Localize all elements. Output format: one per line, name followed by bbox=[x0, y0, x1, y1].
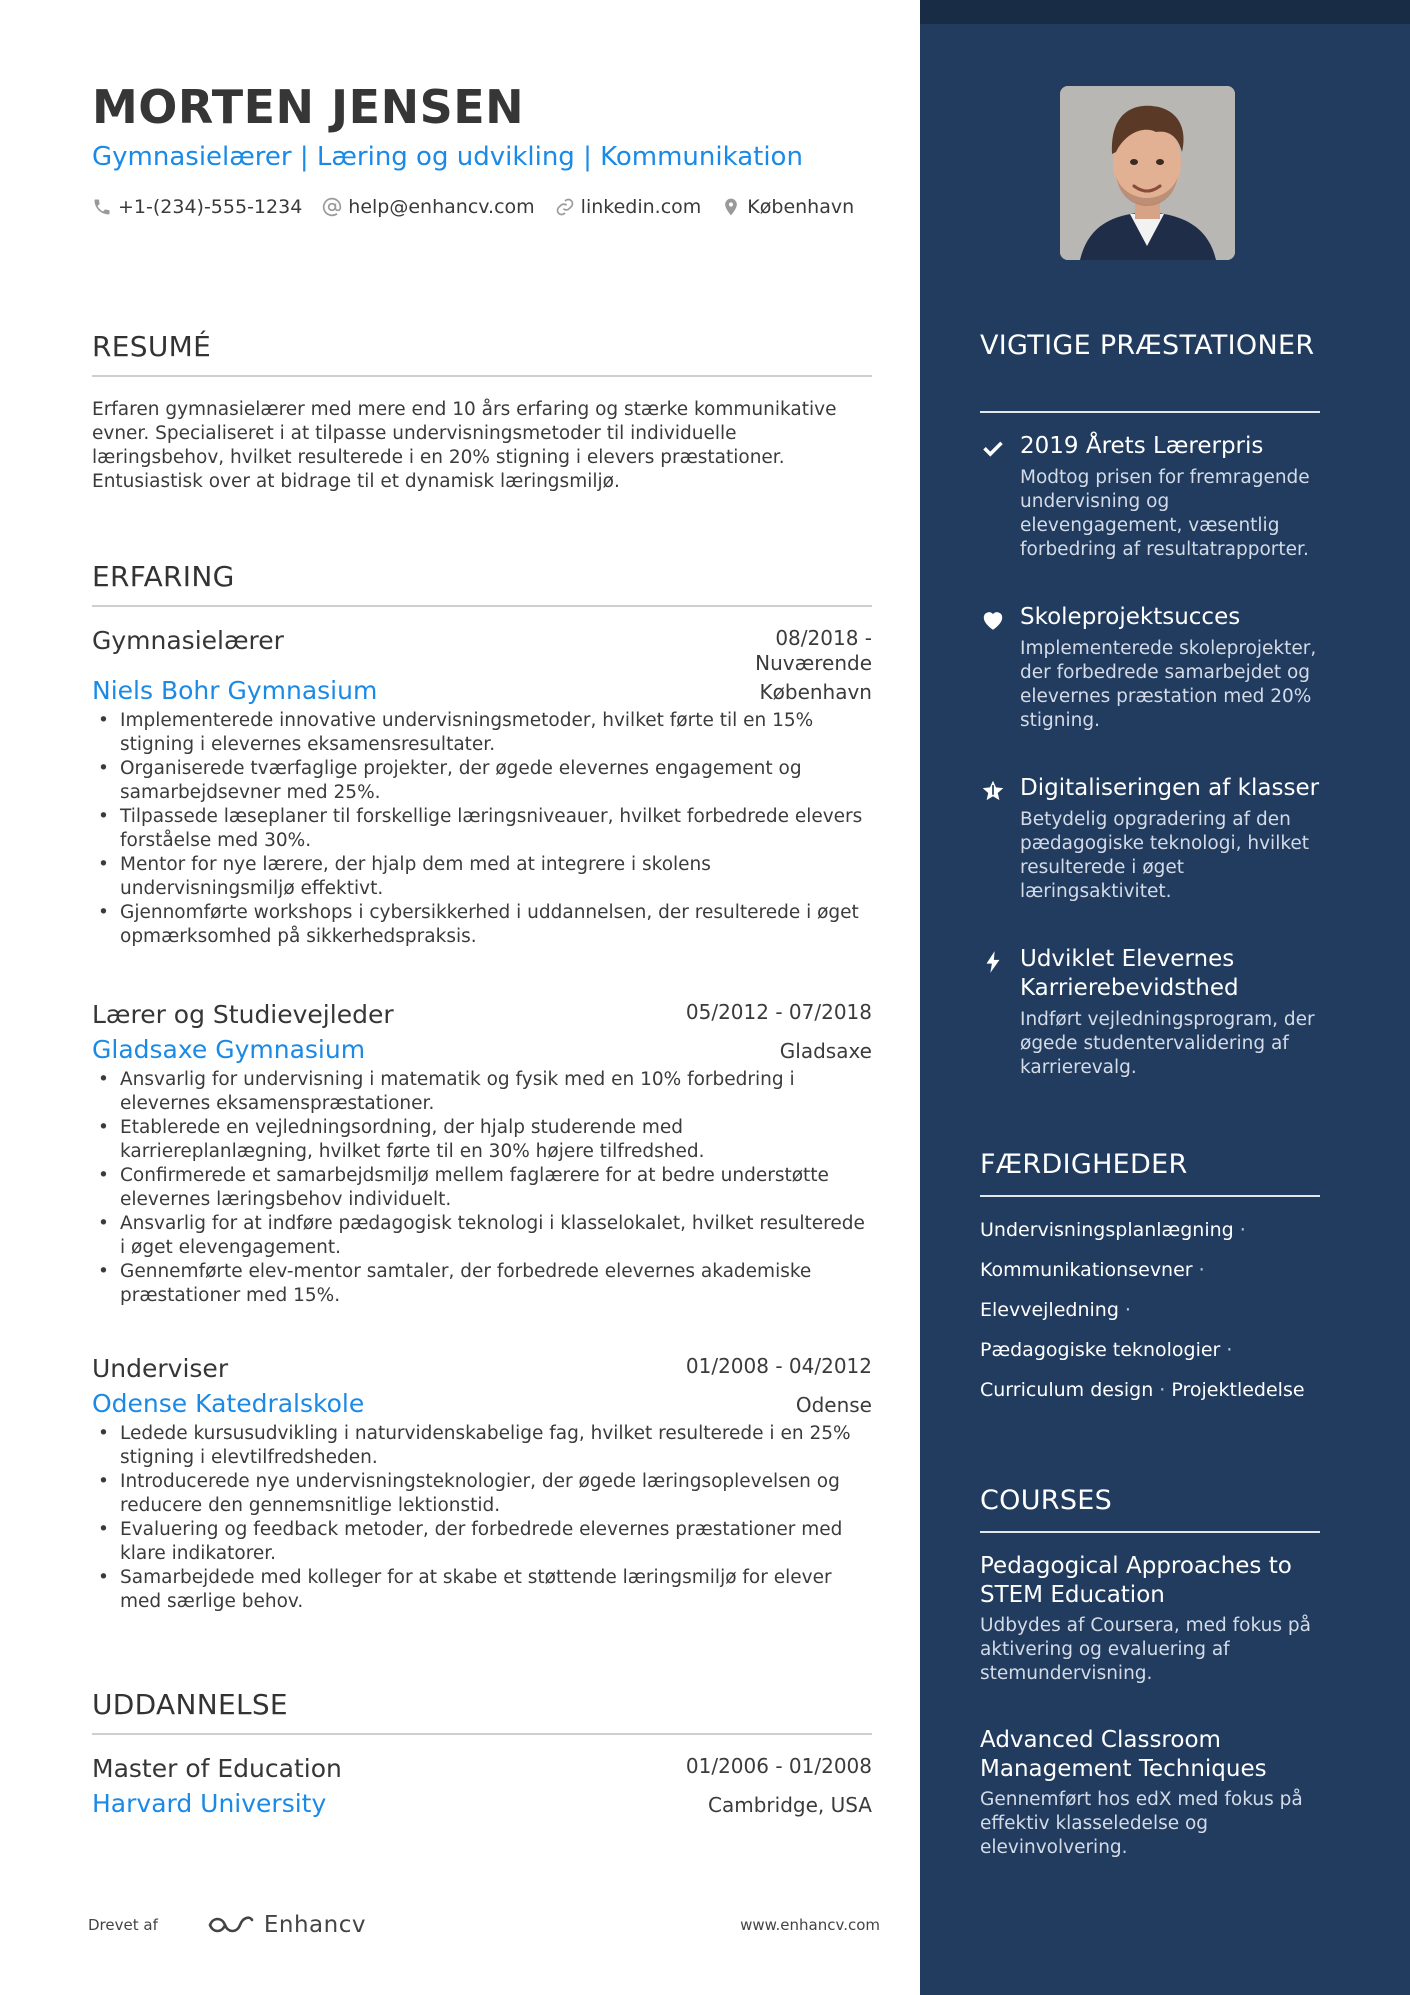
job-location: Odense bbox=[795, 1393, 872, 1417]
summary-divider bbox=[92, 375, 872, 377]
job-bullets bbox=[92, 1422, 872, 1614]
enhancv-logo-icon bbox=[206, 1912, 254, 1938]
bullet-item: • Mentor for nye lærere, der hjalp dem med at integrere i skolens undervisningsmiljø effektivt. bbox=[92, 853, 872, 901]
bullet-item: • Samarbejdede med kolleger for at skabe et støttende læringsmiljø for elever med særlige behov. bbox=[92, 1566, 872, 1614]
phone-icon bbox=[92, 197, 112, 217]
course-item bbox=[980, 1726, 1330, 1860]
bullet-item: • Gjennomførte workshops i cybersikkerhed i uddannelsen, der resulterede i øget opmærksomhed på sikkerhedspraksis. bbox=[92, 901, 872, 949]
bullet-item: • Organiserede tværfaglige projekter, der øgede elevernes engagement og samarbejdsevner med 25%. bbox=[92, 757, 872, 805]
profile-photo bbox=[1060, 86, 1235, 260]
bullet-item: • Gennemførte elev-mentor samtaler, der forbedrede elevernes akademiske præstationer med 15%. bbox=[92, 1260, 872, 1308]
education-location: Cambridge, USA bbox=[708, 1793, 872, 1817]
job-location: Gladsaxe bbox=[779, 1039, 872, 1063]
job-bullets bbox=[92, 709, 872, 949]
job-entry bbox=[92, 1000, 872, 1308]
bullet-item: • Tilpassede læseplaner til forskellige læringsniveauer, hvilket forbedrede elevers forståelse med 30%. bbox=[92, 805, 872, 853]
bullet-item: • Etablerede en vejledningsordning, der hjalp studerende med karriereplanlægning, hvilket førte til en 30% højere tilfredshed. bbox=[92, 1116, 872, 1164]
course-title: Advanced Classroom Management Techniques bbox=[980, 1727, 1267, 1782]
location-text: København bbox=[747, 196, 855, 218]
course-desc: Udbydes af Coursera, med fokus på aktivering og evaluering af stemundervisning. bbox=[980, 1615, 1311, 1684]
skills-divider bbox=[980, 1195, 1320, 1197]
summary-heading: RESUMÉ bbox=[92, 330, 212, 363]
courses-heading: COURSES bbox=[980, 1485, 1113, 1516]
phone-text: +1-(234)-555-1234 bbox=[118, 196, 303, 218]
location-pin-icon bbox=[721, 197, 741, 217]
achievement-desc: Indført vejledningsprogram, der øgede studentervalidering af karrierevalg. bbox=[1020, 1009, 1315, 1078]
tagline: Gymnasielærer | Læring og udvikling | Kommunikation bbox=[92, 142, 803, 172]
achievement-desc: Implementerede skoleprojekter, der forbedrede samarbejdet og elevernes præstation med 20% stigning. bbox=[1020, 638, 1317, 731]
job-bullets bbox=[92, 1068, 872, 1308]
achievement-desc: Betydelig opgradering af den pædagogiske teknologi, hvilket resulterede i øget læringsaktivitet. bbox=[1020, 809, 1310, 902]
achievement-desc: Modtog prisen for fremragende undervisning og elevengagement, væsentlig forbedring af resultatrapporter. bbox=[1020, 467, 1310, 560]
contact-location bbox=[721, 196, 854, 218]
email-text: help@enhancv.com bbox=[348, 196, 535, 218]
bullet-item: • Ansvarlig for undervisning i matematik og fysik med en 10% forbedring i elevernes eksamenspræstationer. bbox=[92, 1068, 872, 1116]
portrait-illustration bbox=[1060, 86, 1235, 260]
job-entry bbox=[92, 626, 872, 949]
bullet-item: • Confirmerede et samarbejdsmiljø mellem faglærere for at bedre understøtte elevernes læringsbehov individuelt. bbox=[92, 1164, 872, 1212]
skill-tag: Kommunikationsevner bbox=[980, 1259, 1193, 1281]
summary-text: Erfaren gymnasielærer med mere end 10 års erfaring og stærke kommunikative evner. Specialiseret i at tilpasse undervisningsmetoder til individuelle læringsbehov, hvilket resulterede i en 20% stigning i elevers præstationer. Entusiastisk over at bidrage til et dynamisk læringsmiljø. bbox=[92, 399, 837, 492]
skill-tag: Curriculum design bbox=[980, 1379, 1154, 1401]
contact-bar bbox=[92, 196, 874, 218]
skill-tag: Projektledelse bbox=[1171, 1379, 1305, 1401]
company-name: Odense Katedralskole bbox=[92, 1389, 365, 1418]
at-icon bbox=[322, 197, 342, 217]
degree-title: Master of Education bbox=[92, 1754, 342, 1783]
education-date: 01/2006 - 01/2008 bbox=[685, 1754, 872, 1778]
education-divider bbox=[92, 1733, 872, 1735]
skill-tag: Elevvejledning bbox=[980, 1299, 1119, 1321]
course-title: Pedagogical Approaches to STEM Education bbox=[980, 1553, 1292, 1608]
course-desc: Gennemført hos edX med fokus på effektiv klasseledelse og elevinvolvering. bbox=[980, 1789, 1303, 1858]
bullet-item: • Ansvarlig for at indføre pædagogisk teknologi i klasselokalet, hvilket resulterede i øget elevengagement. bbox=[92, 1212, 872, 1260]
brand-logo[interactable] bbox=[206, 1912, 366, 1938]
skill-tag: Pædagogiske teknologier bbox=[980, 1339, 1221, 1361]
candidate-name: MORTEN JENSEN bbox=[92, 80, 525, 134]
company-name: Niels Bohr Gymnasium bbox=[92, 676, 378, 705]
heart-icon bbox=[980, 607, 1006, 633]
achievement-item bbox=[980, 603, 1330, 733]
sidebar bbox=[920, 0, 1410, 1995]
achievement-item bbox=[980, 945, 1330, 1080]
achievement-title: Digitaliseringen af klasser bbox=[1020, 775, 1320, 801]
footer-website[interactable]: www.enhancv.com bbox=[740, 1916, 880, 1934]
company-name: Gladsaxe Gymnasium bbox=[92, 1035, 366, 1064]
star-icon bbox=[980, 778, 1006, 804]
powered-by-label: Drevet af bbox=[88, 1916, 158, 1934]
experience-divider bbox=[92, 605, 872, 607]
achievement-title: 2019 Årets Lærerpris bbox=[1020, 433, 1264, 459]
achievement-item bbox=[980, 432, 1330, 562]
job-date: 05/2012 - 07/2018 bbox=[685, 1000, 872, 1024]
bolt-icon bbox=[980, 949, 1006, 975]
footer bbox=[88, 1905, 880, 1945]
job-title: Gymnasielærer bbox=[92, 626, 284, 655]
skills-heading: FÆRDIGHEDER bbox=[980, 1149, 1188, 1180]
linkedin-text: linkedin.com bbox=[580, 196, 702, 218]
contact-phone bbox=[92, 196, 302, 218]
job-title: Underviser bbox=[92, 1354, 229, 1383]
achievement-title: Skoleprojektsucces bbox=[1020, 604, 1241, 630]
job-date: 08/2018 - Nuværende bbox=[755, 626, 872, 675]
skill-tag: Undervisningsplanlægning bbox=[980, 1219, 1234, 1241]
contact-email[interactable] bbox=[322, 196, 534, 218]
job-date: 01/2008 - 04/2012 bbox=[685, 1354, 872, 1378]
bullet-item: • Evaluering og feedback metoder, der forbedrede elevernes præstationer med klare indikatorer. bbox=[92, 1518, 872, 1566]
achievements-divider bbox=[980, 411, 1320, 413]
education-entry bbox=[92, 1754, 872, 1818]
achievements-heading: VIGTIGE PRÆSTATIONER bbox=[980, 330, 1315, 361]
job-location: København bbox=[759, 680, 872, 704]
education-heading: UDDANNELSE bbox=[92, 1688, 288, 1721]
courses-divider bbox=[980, 1531, 1320, 1533]
bullet-item: • Ledede kursusudvikling i naturvidenskabelige fag, hvilket resulterede i en 25% stigning i elevtilfredsheden. bbox=[92, 1422, 872, 1470]
link-icon bbox=[555, 197, 575, 217]
bullet-item: • Introducerede nye undervisningsteknologier, der øgede læringsoplevelsen og reducere den gennemsnitlige lektionstid. bbox=[92, 1470, 872, 1518]
achievement-item bbox=[980, 774, 1330, 904]
school-name: Harvard University bbox=[92, 1789, 327, 1818]
sidebar-top-bar bbox=[920, 0, 1410, 24]
contact-linkedin[interactable] bbox=[555, 196, 702, 218]
job-entry bbox=[92, 1354, 872, 1614]
experience-heading: ERFARING bbox=[92, 560, 235, 593]
job-title: Lærer og Studievejleder bbox=[92, 1000, 394, 1029]
skills-list: Undervisningsplanlægning · Kommunikationsevner · Elevvejledning · Pædagogiske teknologier · Curriculum design · Projektledelse bbox=[980, 1219, 1305, 1401]
check-icon bbox=[980, 436, 1006, 462]
brand-name: Enhancv bbox=[263, 1912, 366, 1938]
achievement-title: Udviklet Elevernes Karrierebevidsthed bbox=[1020, 946, 1239, 1001]
bullet-item: • Implementerede innovative undervisningsmetoder, hvilket førte til en 15% stigning i elevernes eksamensresultater. bbox=[92, 709, 872, 757]
course-item bbox=[980, 1552, 1330, 1686]
